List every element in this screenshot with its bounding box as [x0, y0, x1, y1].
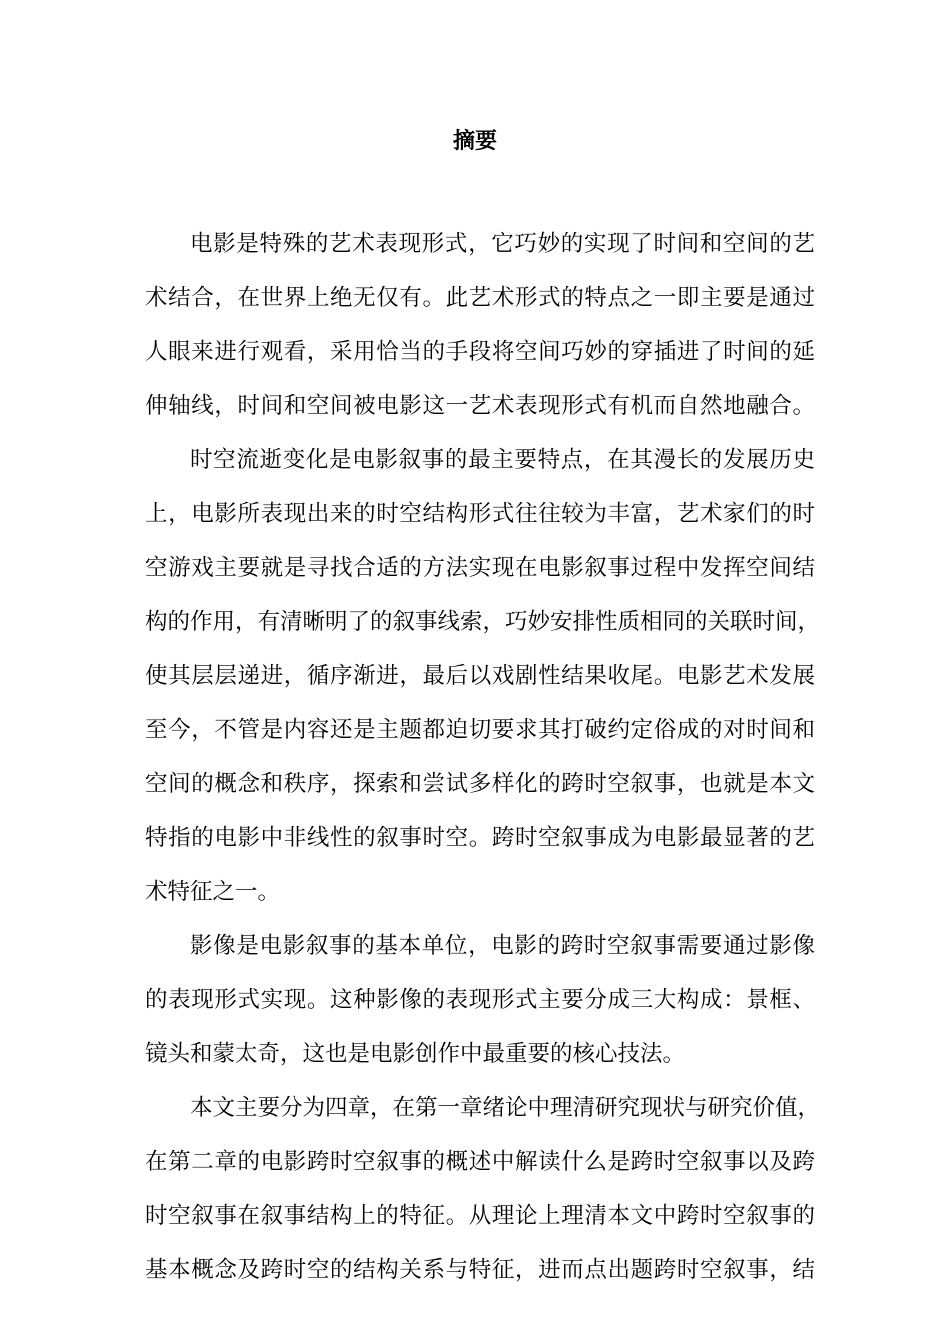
text-line: 镜头和蒙太奇，这也是电影创作中最重要的核心技法。 [145, 1041, 686, 1067]
abstract-body [145, 224, 821, 1304]
text-line: 术特征之一。 [145, 879, 281, 905]
page-title: 摘要 [452, 129, 497, 154]
text-line: 的表现形式实现。这种影像的表现形式主要分成三大构成：景框、 [145, 987, 815, 1013]
paragraph [145, 926, 815, 1088]
text-line: 构的作用，有清晰明了的叙事线索，巧妙安排性质相同的关联时间， [145, 609, 821, 635]
text-line: 术结合，在世界上绝无仅有。此艺术形式的特点之一即主要是通过 [145, 285, 815, 311]
paragraph [145, 1088, 821, 1304]
text-line: 时空流逝变化是电影叙事的最主要特点，在其漫长的发展历史 [190, 447, 815, 473]
text-line: 电影是特殊的艺术表现形式，它巧妙的实现了时间和空间的艺 [190, 231, 815, 257]
text-line: 至今，不管是内容还是主题都迫切要求其打破约定俗成的对时间和 [145, 717, 815, 743]
text-line: 上，电影所表现出来的时空结构形式往往较为丰富，艺术家们的时 [145, 501, 815, 527]
paragraph [145, 440, 821, 926]
text-line: 时空叙事在叙事结构上的特征。从理论上理清本文中跨时空叙事的 [145, 1203, 815, 1229]
text-line: 影像是电影叙事的基本单位，电影的跨时空叙事需要通过影像 [190, 933, 815, 959]
text-line: 特指的电影中非线性的叙事时空。跨时空叙事成为电影最显著的艺 [145, 825, 815, 851]
text-line: 在第二章的电影跨时空叙事的概述中解读什么是跨时空叙事以及跨 [145, 1149, 815, 1175]
paragraph [145, 224, 815, 440]
text-line: 空游戏主要就是寻找合适的方法实现在电影叙事过程中发挥空间结 [145, 555, 815, 581]
text-line: 基本概念及跨时空的结构关系与特征，进而点出题跨时空叙事，结 [145, 1257, 815, 1283]
text-line: 本文主要分为四章，在第一章绪论中理清研究现状与研究价值， [190, 1095, 821, 1121]
text-line: 人眼来进行观看，采用恰当的手段将空间巧妙的穿插进了时间的延 [145, 339, 815, 365]
text-line: 使其层层递进，循序渐进，最后以戏剧性结果收尾。电影艺术发展 [145, 663, 815, 689]
text-line: 伸轴线，时间和空间被电影这一艺术表现形式有机而自然地融合。 [145, 393, 815, 419]
text-line: 空间的概念和秩序，探索和尝试多样化的跨时空叙事，也就是本文 [145, 771, 815, 797]
